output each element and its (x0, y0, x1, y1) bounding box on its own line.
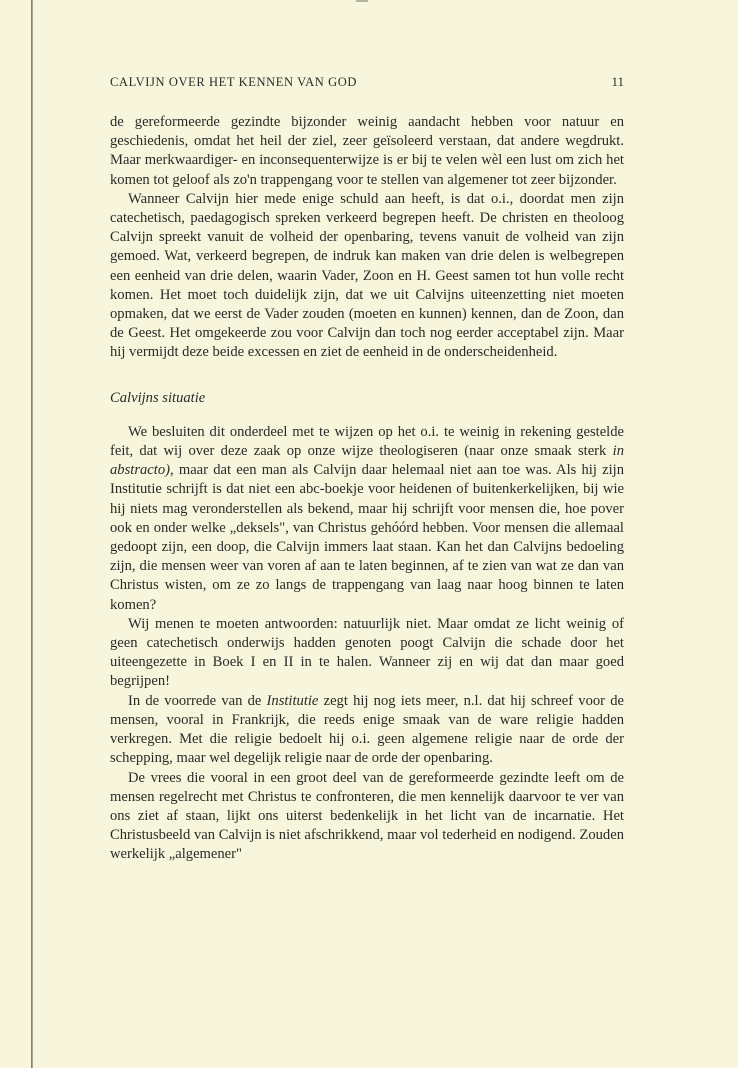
paragraph-5 (110, 692, 624, 769)
running-title: CALVIJN OVER HET KENNEN VAN GOD (110, 75, 357, 89)
paragraph-6: De vrees die vooral in een groot deel van de gereformeerde gezindte leeft om de mensen regelrecht met Christus te confronteren, die men kennelijk daarvoor te ver van ons ziet af staan, lijkt ons uiterst bedenkelijk in het licht van de incarnatie. Het Christusbeeld van Calvijn is niet afschrikkend, maar vol tederheid en nodigend. Zouden werkelijk „algemener" (110, 769, 624, 863)
paragraph-3 (110, 423, 624, 615)
section-heading: Calvijns situatie (110, 389, 206, 406)
running-header (110, 74, 624, 90)
binding-edge (31, 0, 33, 1068)
book-page (110, 74, 624, 865)
paragraph-2: Wanneer Calvijn hier mede enige schuld aan heeft, is dat o.i., doordat men zijn catechetisch, paedagogisch spreken verkeerd begrepen heeft. De christen en theoloog Calvijn spreekt vanuit de volheid der openbaring, tevens vanuit de volheid van zijn gemoed. Wat, verkeerd begrepen, de indruk kan maken van drie delen is welbegrepen een eenheid van drie delen, waarin Vader, Zoon en H. Geest samen tot hun volle recht komen. Het moet toch duidelijk zijn, dat we uit Calvijns uiteenzetting niet moeten opmaken, dat we eerst de Vader zouden (moeten en kunnen) kennen, dan de Zoon, dan de Geest. Het omgekeerde zou voor Calvijn dan toch nog eerder acceptabel zijn. Maar hij vermijdt deze beide excessen en ziet de eenheid in de onderscheidenheid. (110, 190, 624, 361)
paragraph-3-part-a: We besluiten dit onderdeel met te wijzen op het o.i. te weinig in rekening gestelde feit, dat wij over deze zaak op onze wijze theologiseren (naar onze smaak sterk (110, 423, 624, 460)
scan-mark (356, 0, 368, 2)
page-number: 11 (611, 74, 624, 89)
paragraph-1: de gereformeerde gezindte bijzonder weinig aandacht hebben voor natuur en geschiedenis, omdat het heil der ziel, zeer geïsoleerd verstaan, dat andere wegdrukt. Maar merkwaardiger- en inconsequenterwijze is er bij te velen wèl een lust om zich het komen tot geloof als zo'n trappengang voor te stellen van algemener tot zeer bijzonder. (110, 114, 624, 188)
paragraph-3-emphasis: in abstracto), (110, 443, 624, 479)
paragraph-3-part-b: maar dat een man als Calvijn daar helemaal niet aan toe was. Als hij zijn Institutie schrijft is dat niet een abc-boekje voor heidenen of buitenkerkelijken, bij wie hij niets mag veronderstellen als bekend, maar hij schrijft voor mensen die, hoe pover ook en onder welke „deksels", van Christus gehóórd hebben. Voor mensen die allemaal gedoopt zijn, een doop, die Calvijn immers laat staan. Kan het dan Calvijns bedoeling zijn, die mensen weer van voren af aan te laten beginnen, af te zien van wat ze dan van Christus wisten, om ze zo langs de trappengang van laag naar hoog binnen te laten komen? (110, 462, 624, 613)
paragraph-5-emphasis: Institutie (266, 692, 319, 709)
paragraph-5-part-b: zegt hij nog iets meer, n.l. dat hij schreef voor de mensen, vooral in Frankrijk, die reeds enige smaak van de ware religie hadden verkregen. Met die religie bedoelt hij o.i. geen algemene religie naar de orde der schepping, maar wel degelijk religie naar de orde der openbaring. (110, 692, 624, 767)
paragraph-4: Wij menen te moeten antwoorden: natuurlijk niet. Maar omdat ze licht weinig of geen catechetisch onderwijs hadden genoten poogt Calvijn die schade door het uiteengezette in Boek I en II in te halen. Wanneer zij en wij dat dan maar goed begrijpen! (110, 615, 624, 690)
paragraph-5-part-a: In de voorrede van de (128, 692, 267, 709)
